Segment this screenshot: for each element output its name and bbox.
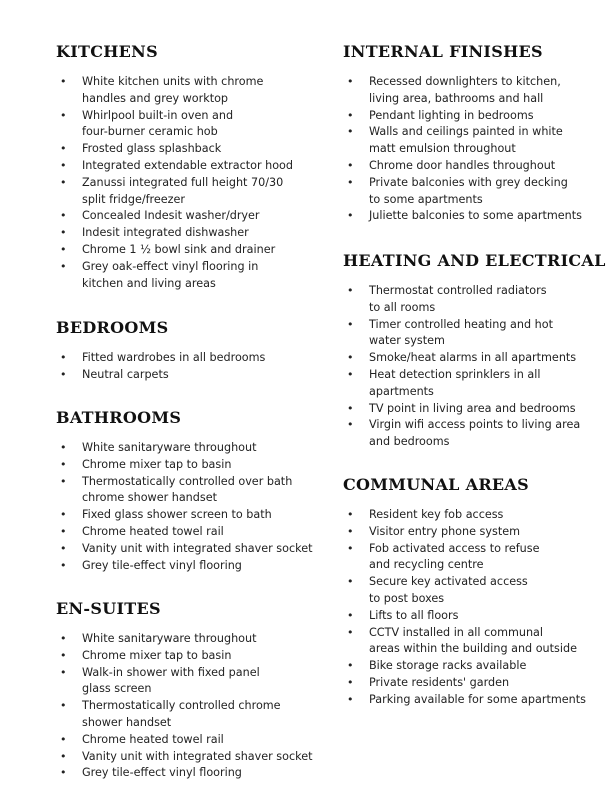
bullet-icon: • <box>347 367 354 381</box>
bullet-icon: • <box>60 226 67 240</box>
list-item <box>343 317 605 351</box>
list-item <box>56 665 326 699</box>
bullet-icon: • <box>347 659 354 673</box>
list-item-text: White kitchen units with chrome handles and grey worktop <box>82 75 264 105</box>
list-item-text: Lifts to all floors <box>369 608 459 622</box>
bullet-icon: • <box>60 749 67 763</box>
list-communal-areas <box>343 507 605 709</box>
list-item <box>56 765 326 782</box>
bullet-icon: • <box>60 632 67 645</box>
list-item-text: Pendant lighting in bedrooms <box>369 108 534 122</box>
list-item <box>56 259 326 293</box>
list-item <box>56 749 326 766</box>
list-item-text: Integrated extendable extractor hood <box>82 158 293 172</box>
list-item <box>56 732 326 749</box>
list-item <box>343 675 605 692</box>
list-internal-finishes <box>343 74 605 225</box>
list-item-text: Indesit integrated dishwasher <box>82 226 249 240</box>
list-item <box>343 417 605 451</box>
bullet-icon: • <box>60 441 67 454</box>
list-item <box>56 175 326 209</box>
list-item <box>343 507 605 524</box>
list-bathrooms <box>56 440 326 574</box>
bullet-icon: • <box>347 317 354 331</box>
list-item <box>56 74 326 108</box>
bullet-icon: • <box>347 284 354 297</box>
list-item-text: Fob activated access to refuse and recycling centre <box>369 541 540 572</box>
bullet-icon: • <box>60 457 67 471</box>
bullet-icon: • <box>60 474 67 488</box>
list-item <box>56 350 326 367</box>
section-internal-finishes <box>343 42 605 225</box>
bullet-icon: • <box>347 158 354 172</box>
list-item-text: Private residents' garden <box>369 675 510 689</box>
bullet-icon: • <box>60 108 67 122</box>
list-item <box>343 608 605 625</box>
list-item-text: Vanity unit with integrated shaver socket <box>82 749 313 763</box>
bullet-icon: • <box>60 209 67 223</box>
list-item <box>56 367 326 384</box>
bullet-icon: • <box>60 648 67 662</box>
section-title-internal-finishes: INTERNAL FINISHES <box>343 42 543 61</box>
list-item-text: Thermostatically controlled chrome shower handset <box>82 699 281 729</box>
list-item-text: Chrome heated towel rail <box>82 524 224 538</box>
list-heating-and-electrical <box>343 283 605 451</box>
bullet-icon: • <box>60 158 67 172</box>
list-item <box>343 283 605 317</box>
list-item-text: Thermostatically controlled over bath chrome shower handset <box>82 474 293 505</box>
list-item <box>343 74 605 108</box>
bullet-icon: • <box>60 75 67 88</box>
section-communal-areas <box>343 475 605 709</box>
section-title-heating-and-electrical: HEATING AND ELECTRICAL <box>343 251 606 270</box>
section-heating-and-electrical <box>343 251 605 451</box>
list-item <box>343 625 605 659</box>
list-item-text: Chrome mixer tap to basin <box>82 648 232 662</box>
list-item <box>56 208 326 225</box>
bullet-icon: • <box>60 665 67 679</box>
bullet-icon: • <box>60 699 67 713</box>
list-item-text: Timer controlled heating and hot water system <box>369 317 553 348</box>
list-item-text: Chrome 1 ½ bowl sink and drainer <box>82 242 276 256</box>
section-kitchens <box>56 42 326 292</box>
list-item <box>56 648 326 665</box>
bullet-icon: • <box>347 401 354 415</box>
list-item-text: Neutral carpets <box>82 367 169 381</box>
list-item <box>56 558 326 575</box>
list-item-text: Heat detection sprinklers in all apartments <box>369 367 541 398</box>
list-item-text: Chrome heated towel rail <box>82 732 224 746</box>
bullet-icon: • <box>347 175 354 189</box>
list-item <box>56 457 326 474</box>
list-item <box>343 692 605 709</box>
bullet-icon: • <box>60 508 67 522</box>
bullet-icon: • <box>60 558 67 572</box>
bullet-icon: • <box>347 125 354 139</box>
bullet-icon: • <box>347 541 354 555</box>
list-item <box>343 401 605 418</box>
list-item-text: Secure key activated access to post boxes <box>369 575 528 605</box>
list-item <box>343 524 605 541</box>
list-item <box>56 141 326 158</box>
list-item-text: Vanity unit with integrated shaver socket <box>82 541 313 555</box>
list-item <box>343 108 605 125</box>
section-title-communal-areas: COMMUNAL AREAS <box>343 475 529 494</box>
section-en-suites <box>56 599 326 782</box>
list-item-text: Bike storage racks available <box>369 659 527 673</box>
list-item-text: Resident key fob access <box>369 508 504 521</box>
list-item <box>343 124 605 158</box>
bullet-icon: • <box>347 75 354 88</box>
list-item-text: Smoke/heat alarms in all apartments <box>369 351 577 365</box>
list-item <box>343 158 605 175</box>
section-title-kitchens: KITCHENS <box>56 42 158 61</box>
list-item-text: Recessed downlighters to kitchen, living area, bathrooms and hall <box>369 75 561 105</box>
section-title-en-suites: EN-SUITES <box>56 599 161 618</box>
list-item-text: Grey tile-effect vinyl flooring <box>82 558 242 572</box>
bullet-icon: • <box>347 524 354 538</box>
list-item <box>343 175 605 209</box>
section-bedrooms <box>56 318 326 384</box>
list-item-text: Parking available for some apartments <box>369 692 586 706</box>
list-item-text: Juliette balconies to some apartments <box>369 209 582 223</box>
list-item <box>343 658 605 675</box>
list-item-text: Private balconies with grey decking to some apartments <box>369 175 568 206</box>
list-item <box>56 158 326 175</box>
list-item-text: Walls and ceilings painted in white matt emulsion throughout <box>369 125 563 156</box>
list-item <box>56 474 326 508</box>
list-item <box>343 208 605 225</box>
list-bedrooms <box>56 350 326 384</box>
list-item-text: Walk-in shower with fixed panel glass screen <box>82 665 260 696</box>
list-item-text: Visitor entry phone system <box>369 524 520 538</box>
list-item <box>343 574 605 608</box>
list-item-text: White sanitaryware throughout <box>82 632 257 645</box>
list-item-text: White sanitaryware throughout <box>82 441 257 454</box>
bullet-icon: • <box>60 541 67 555</box>
list-item-text: Zanussi integrated full height 70/30 split fridge/freezer <box>82 175 284 206</box>
list-item <box>56 507 326 524</box>
bullet-icon: • <box>347 508 354 521</box>
bullet-icon: • <box>60 732 67 746</box>
list-item-text: Chrome door handles throughout <box>369 158 556 172</box>
bullet-icon: • <box>347 625 354 639</box>
list-item-text: Chrome mixer tap to basin <box>82 457 232 471</box>
list-item-text: CCTV installed in all communal areas within the building and outside <box>369 625 577 656</box>
list-item <box>56 698 326 732</box>
bullet-icon: • <box>347 608 354 622</box>
list-item <box>343 350 605 367</box>
bullet-icon: • <box>347 209 354 223</box>
section-title-bedrooms: BEDROOMS <box>56 318 169 337</box>
bullet-icon: • <box>60 351 67 364</box>
list-item <box>343 367 605 401</box>
list-item <box>343 541 605 575</box>
bullet-icon: • <box>347 351 354 365</box>
list-item-text: Fixed glass shower screen to bath <box>82 508 272 522</box>
list-item <box>56 242 326 259</box>
list-item <box>56 440 326 457</box>
list-item <box>56 225 326 242</box>
bullet-icon: • <box>60 766 67 780</box>
bullet-icon: • <box>60 259 67 273</box>
bullet-icon: • <box>60 242 67 256</box>
list-item-text: Whirlpool built-in oven and four-burner ceramic hob <box>82 108 234 139</box>
list-item-text: TV point in living area and bedrooms <box>369 401 576 415</box>
section-title-bathrooms: BATHROOMS <box>56 408 182 427</box>
list-item-text: Grey tile-effect vinyl flooring <box>82 766 242 780</box>
list-item-text: Grey oak-effect vinyl flooring in kitchen and living areas <box>82 259 259 290</box>
list-kitchens <box>56 74 326 292</box>
list-item <box>56 524 326 541</box>
list-item <box>56 631 326 648</box>
list-item-text: Virgin wifi access points to living area and bedrooms <box>369 418 581 449</box>
list-item <box>56 541 326 558</box>
bullet-icon: • <box>60 367 67 381</box>
bullet-icon: • <box>347 575 354 589</box>
bullet-icon: • <box>347 108 354 122</box>
section-bathrooms <box>56 408 326 574</box>
bullet-icon: • <box>60 175 67 189</box>
bullet-icon: • <box>60 142 67 156</box>
list-item-text: Frosted glass splashback <box>82 142 222 156</box>
list-item <box>56 108 326 142</box>
bullet-icon: • <box>347 418 354 432</box>
list-item-text: Fitted wardrobes in all bedrooms <box>82 351 266 364</box>
list-item-text: Concealed Indesit washer/dryer <box>82 209 260 223</box>
list-item-text: Thermostat controlled radiators to all rooms <box>369 284 547 314</box>
bullet-icon: • <box>347 675 354 689</box>
bullet-icon: • <box>60 524 67 538</box>
list-en-suites <box>56 631 326 782</box>
bullet-icon: • <box>347 692 354 706</box>
